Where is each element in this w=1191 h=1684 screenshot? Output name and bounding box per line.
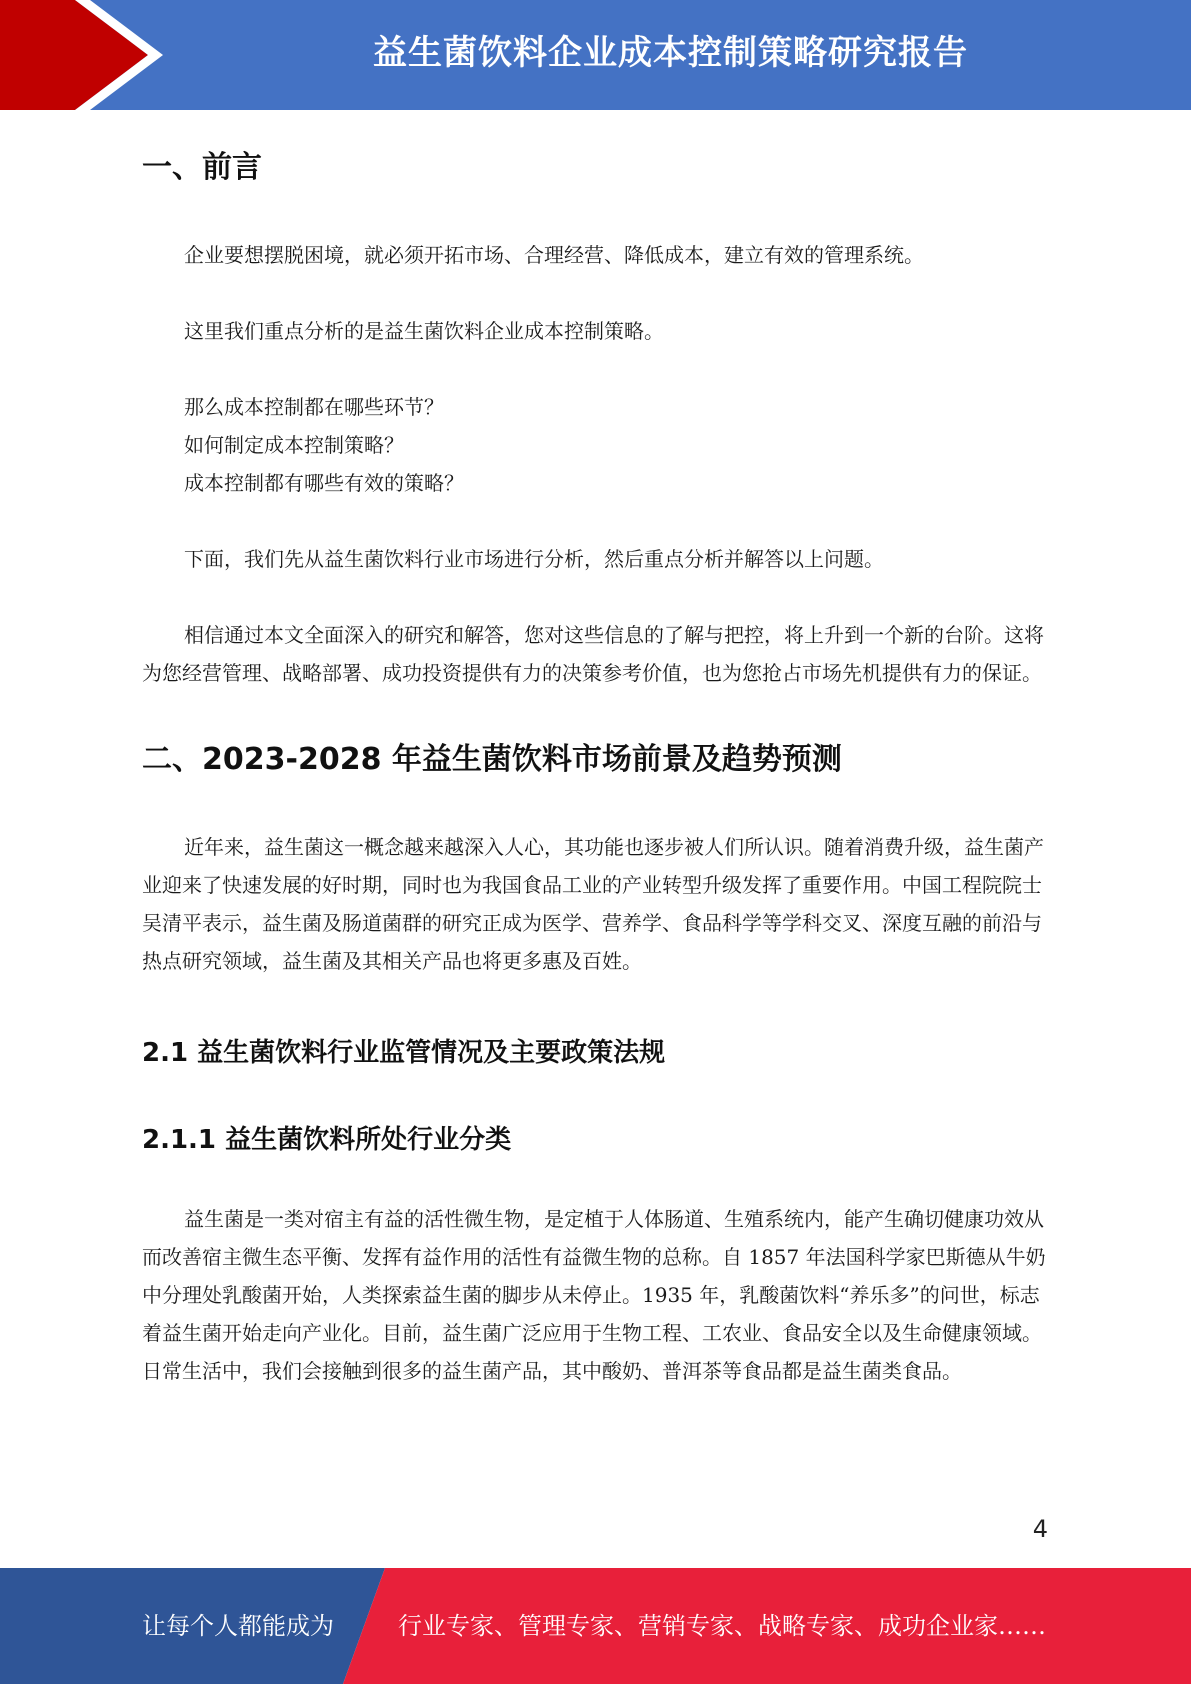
paragraph: 近年来，益生菌这一概念越来越深入人心，其功能也逐步被人们所认识。随着消费升级，益生菌产业迎来了快速发展的好时期，同时也为我国食品工业的产业转型升级发挥了重要作用。中国工程院院士吴清平表示，益生菌及肠道菌群的研究正成为医学、营养学、食品科学等学科交叉、深度互融的前沿与热点研究领域，益生菌及其相关产品也将更多惠及百姓。 bbox=[142, 835, 1044, 973]
list-item: 成本控制都有哪些有效的策略？ bbox=[184, 471, 464, 495]
list-item: 那么成本控制都在哪些环节？ bbox=[184, 395, 444, 419]
section-heading-forecast: 二、2023-2028 年益生菌饮料市场前景及趋势预测 bbox=[142, 742, 842, 777]
footer-slogan-left: 让每个人都能成为 bbox=[142, 1612, 334, 1640]
section-heading-preface: 一、前言 bbox=[142, 150, 262, 185]
paragraph: 下面，我们先从益生菌饮料行业市场进行分析，然后重点分析并解答以上问题。 bbox=[184, 547, 884, 571]
paragraph: 这里我们重点分析的是益生菌饮料企业成本控制策略。 bbox=[184, 319, 664, 343]
subsection-heading-2-1: 2.1 益生菌饮料行业监管情况及主要政策法规 bbox=[142, 1038, 666, 1068]
header-banner bbox=[0, 0, 1191, 110]
page-number: 4 bbox=[1032, 1515, 1048, 1543]
footer-slogan-right: 行业专家、管理专家、营销专家、战略专家、成功企业家…… bbox=[398, 1612, 1046, 1640]
footer-banner bbox=[0, 1568, 1191, 1684]
list-item: 如何制定成本控制策略？ bbox=[184, 433, 404, 457]
subsection-heading-2-1-1: 2.1.1 益生菌饮料所处行业分类 bbox=[142, 1125, 512, 1155]
main-content bbox=[142, 130, 1047, 1390]
question-list bbox=[142, 388, 1047, 502]
paragraph: 益生菌是一类对宿主有益的活性微生物，是定植于人体肠道、生殖系统内，能产生确切健康功效从而改善宿主微生态平衡、发挥有益作用的活性有益微生物的总称。自 1857 年法国科学家巴斯德从牛奶中分理处乳酸菌开始，人类探索益生菌的脚步从未停止。1935 年，乳酸菌饮料“养乐多”的问世，标志着益生菌开始走向产业化。目前，益生菌广泛应用于生物工程、工农业、食品安全以及生命健康领域。日常生活中，我们会接触到很多的益生菌产品，其中酸奶、普洱茶等食品都是益生菌类食品。 bbox=[142, 1207, 1046, 1383]
paragraph: 相信通过本文全面深入的研究和解答，您对这些信息的了解与把控，将上升到一个新的台阶。这将为您经营管理、战略部署、成功投资提供有力的决策参考价值，也为您抢占市场先机提供有力的保证。 bbox=[142, 623, 1044, 685]
paragraph: 企业要想摆脱困境，就必须开拓市场、合理经营、降低成本，建立有效的管理系统。 bbox=[184, 243, 924, 267]
report-title: 益生菌饮料企业成本控制策略研究报告 bbox=[373, 33, 968, 73]
